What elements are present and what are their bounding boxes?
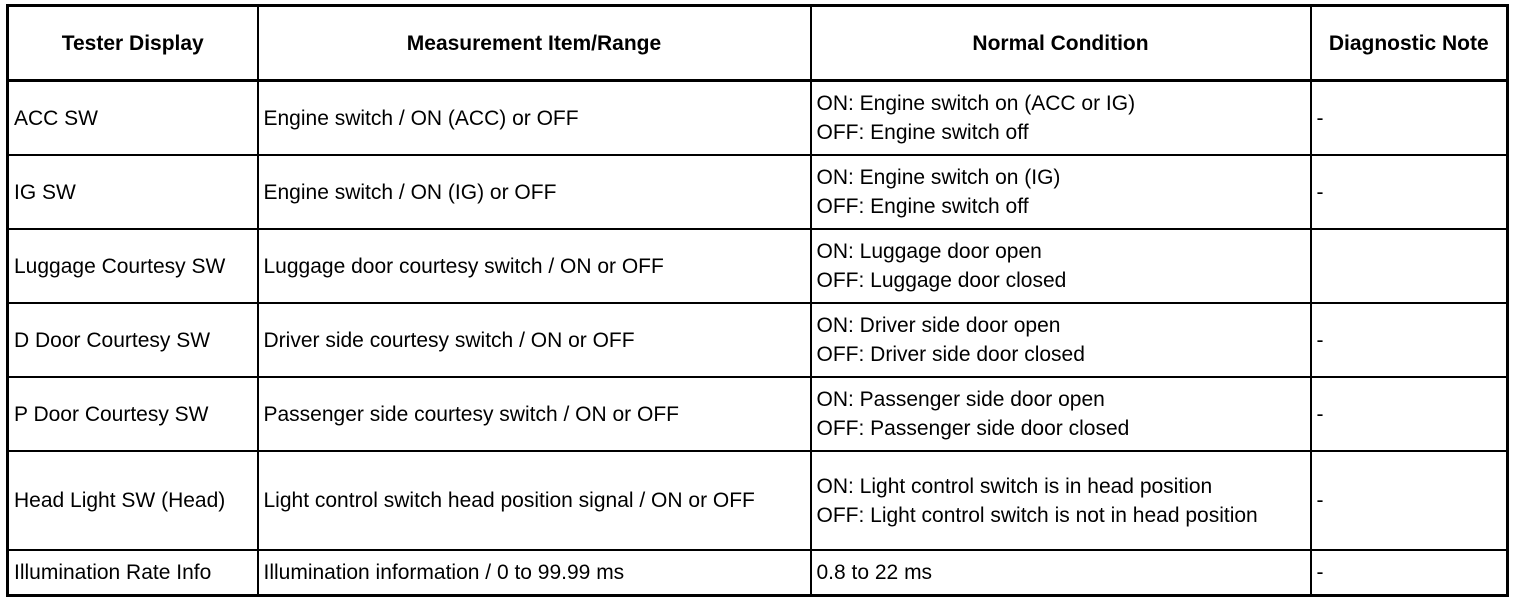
condition-line: OFF: Driver side door closed	[816, 343, 1085, 366]
cell-normal-condition	[811, 303, 1311, 377]
cell-measurement: Engine switch / ON (ACC) or OFF	[258, 81, 811, 156]
cell-tester-display: IG SW	[8, 155, 258, 229]
cell-tester-display: Luggage Courtesy SW	[8, 229, 258, 303]
header-measurement: Measurement Item/Range	[258, 6, 811, 81]
cell-diagnostic-note: -	[1311, 303, 1508, 377]
cell-measurement: Passenger side courtesy switch / ON or OFF	[258, 377, 811, 451]
table-row	[8, 550, 1508, 596]
cell-measurement: Light control switch head position signal / ON or OFF	[258, 451, 811, 550]
condition-line: ON: Engine switch on (ACC or IG)	[816, 92, 1136, 115]
table-header-row	[8, 6, 1508, 81]
cell-diagnostic-note	[1311, 229, 1508, 303]
table-row	[8, 229, 1508, 303]
cell-tester-display: Illumination Rate Info	[8, 550, 258, 596]
table-row	[8, 377, 1508, 451]
cell-tester-display: Head Light SW (Head)	[8, 451, 258, 550]
condition-line: ON: Passenger side door open	[816, 388, 1105, 411]
condition-line: OFF: Light control switch is not in head position	[816, 503, 1258, 527]
table-row	[8, 303, 1508, 377]
cell-measurement: Luggage door courtesy switch / ON or OFF	[258, 229, 811, 303]
header-diagnostic-note: Diagnostic Note	[1311, 6, 1508, 81]
cell-measurement: Illumination information / 0 to 99.99 ms	[258, 550, 811, 596]
cell-tester-display: P Door Courtesy SW	[8, 377, 258, 451]
condition-line: ON: Light control switch is in head position	[816, 474, 1213, 498]
cell-normal-condition	[811, 155, 1311, 229]
data-list-table	[6, 4, 1509, 597]
condition-line: ON: Luggage door open	[816, 240, 1042, 263]
cell-normal-condition	[811, 229, 1311, 303]
cell-diagnostic-note: -	[1311, 155, 1508, 229]
cell-diagnostic-note: -	[1311, 451, 1508, 550]
cell-measurement: Driver side courtesy switch / ON or OFF	[258, 303, 811, 377]
cell-tester-display: D Door Courtesy SW	[8, 303, 258, 377]
table-row	[8, 155, 1508, 229]
table-row	[8, 81, 1508, 156]
cell-measurement: Engine switch / ON (IG) or OFF	[258, 155, 811, 229]
header-normal-condition: Normal Condition	[811, 6, 1311, 81]
condition-line: ON: Engine switch on (IG)	[816, 166, 1061, 189]
cell-diagnostic-note: -	[1311, 81, 1508, 156]
data-list-sheet	[6, 4, 1506, 597]
condition-line: OFF: Engine switch off	[816, 195, 1029, 218]
condition-line: OFF: Luggage door closed	[816, 269, 1067, 292]
cell-normal-condition	[811, 81, 1311, 156]
cell-tester-display: ACC SW	[8, 81, 258, 156]
condition-line: 0.8 to 22 ms	[816, 561, 933, 584]
cell-diagnostic-note: -	[1311, 550, 1508, 596]
cell-normal-condition	[811, 550, 1311, 596]
cell-normal-condition	[811, 451, 1311, 550]
cell-diagnostic-note: -	[1311, 377, 1508, 451]
cell-normal-condition	[811, 377, 1311, 451]
condition-line: OFF: Passenger side door closed	[816, 417, 1130, 440]
table-row	[8, 451, 1508, 550]
condition-line: OFF: Engine switch off	[816, 121, 1029, 144]
header-tester-display: Tester Display	[8, 6, 258, 81]
condition-line: ON: Driver side door open	[816, 314, 1061, 337]
